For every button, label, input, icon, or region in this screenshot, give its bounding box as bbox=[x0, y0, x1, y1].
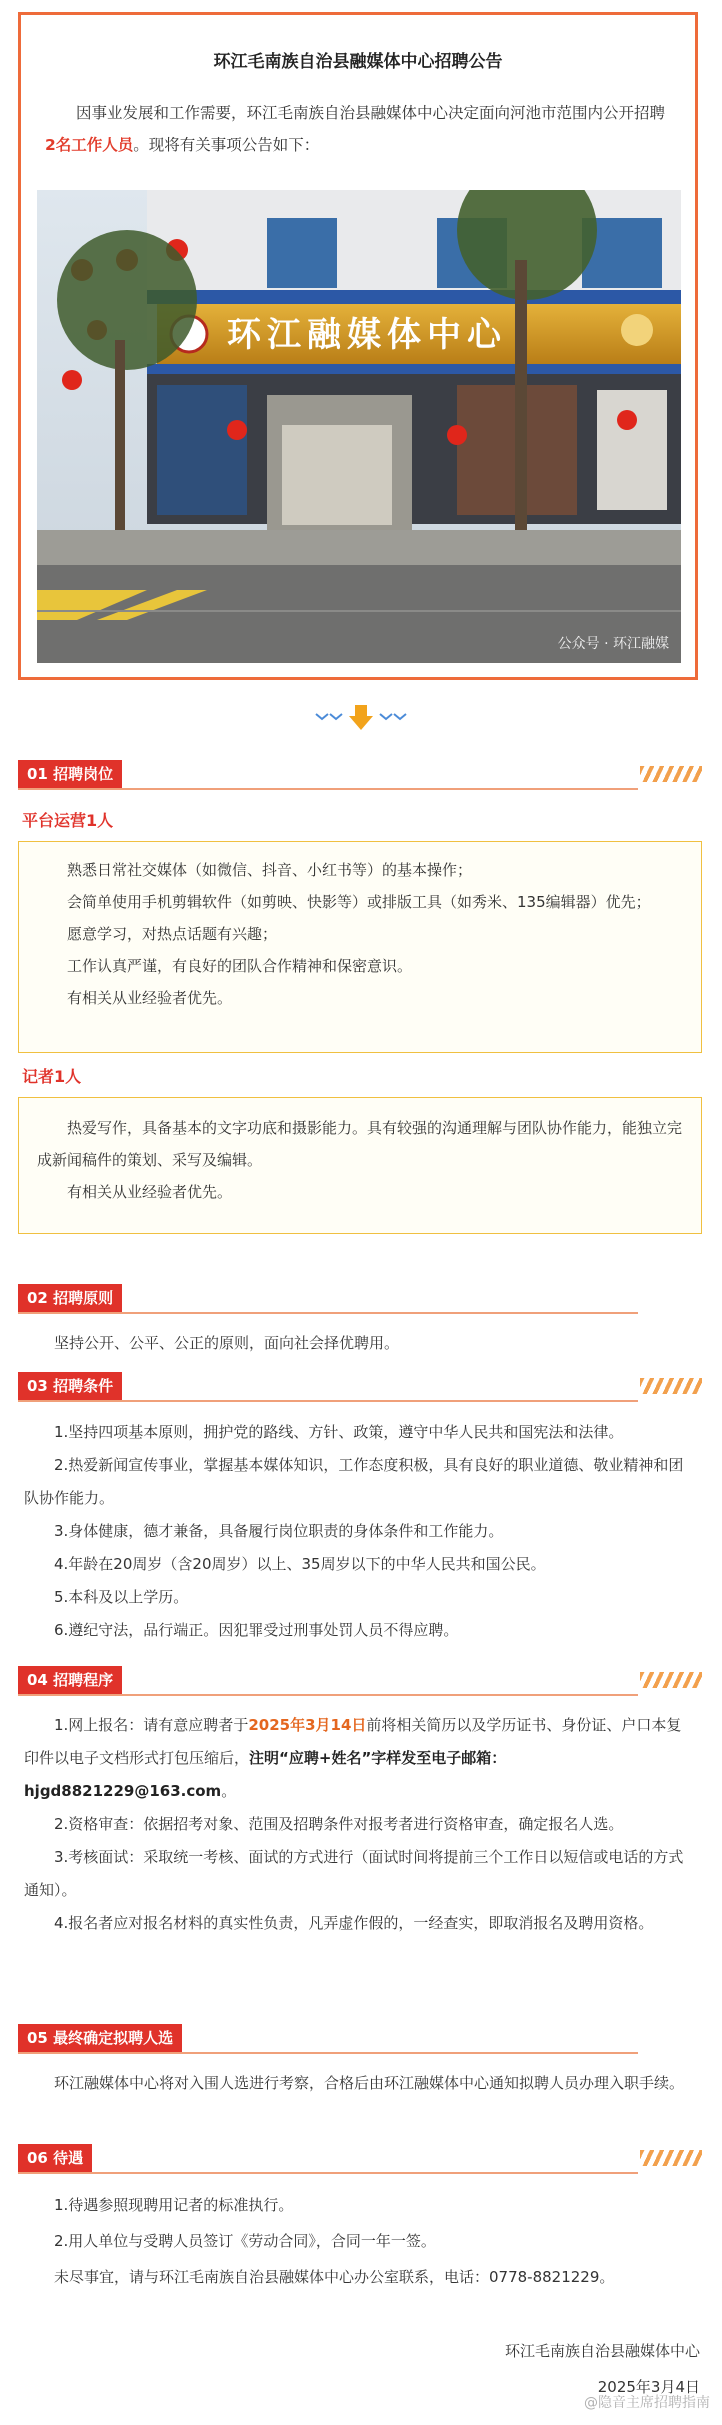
treatment-list bbox=[24, 2187, 694, 2295]
intro-text: 因事业发展和工作需要，环江毛南族自治县融媒体中心决定面向河池市范围内公开招聘 bbox=[76, 104, 666, 122]
condition-item: 5.本科及以上学历。 bbox=[54, 1588, 189, 1606]
principles-text bbox=[24, 1327, 694, 1360]
issue-date: 2025年3月4日 bbox=[597, 2378, 700, 2396]
section-header-conditions bbox=[18, 1372, 702, 1402]
requirement-item: 工作认真严谨，有良好的团队合作精神和保密意识。 bbox=[67, 957, 413, 975]
job-requirements-box-platform bbox=[18, 841, 702, 1053]
conditions-list bbox=[24, 1416, 694, 1647]
section-header-final-selection bbox=[18, 2024, 702, 2054]
stripe-decoration bbox=[640, 766, 702, 782]
condition-item: 1.坚持四项基本原则，拥护党的路线、方针、政策，遵守中华人民共和国宪法和法律。 bbox=[54, 1423, 624, 1441]
section-label: 02 招聘原则 bbox=[18, 1284, 122, 1312]
final-selection-paragraph: 环江融媒体中心将对入围人选进行考察，合格后由环江融媒体中心通知拟聘人员办理入职手续。 bbox=[54, 2074, 685, 2092]
down-arrow-icon bbox=[0, 702, 722, 734]
requirement-item: 有相关从业经验者优先。 bbox=[67, 989, 233, 1007]
procedure-item: 2.资格审查：依据招考对象、范围及招聘条件对报考者进行资格审查，确定报名人选。 bbox=[54, 1815, 624, 1833]
notice-header-card bbox=[18, 12, 698, 680]
section-header-treatment bbox=[18, 2144, 702, 2174]
section-divider bbox=[18, 1400, 638, 1402]
treatment-item: 2.用人单位与受聘人员签订《劳动合同》，合同一年一签。 bbox=[54, 2232, 436, 2250]
stripe-decoration bbox=[640, 2150, 702, 2166]
treatment-item: 1.待遇参照现聘用记者的标准执行。 bbox=[54, 2196, 294, 2214]
stripe-decoration bbox=[640, 1378, 702, 1394]
section-label: 05 最终确定拟聘人选 bbox=[18, 2024, 182, 2052]
section-label: 06 待遇 bbox=[18, 2144, 92, 2172]
procedure-text: 1.网上报名：请有意应聘者于 bbox=[54, 1716, 249, 1734]
section-label: 03 招聘条件 bbox=[18, 1372, 122, 1400]
requirement-item: 熟悉日常社交媒体（如微信、抖音、小红书等）的基本操作； bbox=[67, 861, 473, 879]
condition-item: 6.遵纪守法，品行端正。因犯罪受过刑事处罚人员不得应聘。 bbox=[54, 1621, 459, 1639]
stripe-decoration bbox=[640, 1672, 702, 1688]
email-instruction[interactable]: 注明“应聘+姓名”字样发至电子邮箱：hjgd8821229@163.com bbox=[24, 1749, 507, 1800]
building-sign-text: 环江融媒体中心 bbox=[227, 315, 507, 355]
intro-text-end: 。现将有关事项公告如下： bbox=[133, 136, 320, 154]
section-divider bbox=[18, 2052, 638, 2054]
section-divider bbox=[18, 1312, 638, 1314]
intro-paragraph bbox=[45, 97, 675, 161]
section-divider bbox=[18, 2172, 638, 2174]
final-selection-text bbox=[24, 2067, 694, 2100]
procedure-text: 前将相关简历以及学历证书、身份证、户口本复印件以电子文档形式打包压缩后， bbox=[24, 1716, 682, 1767]
procedure-item: 4.报名者应对报名材料的真实性负责，凡弄虚作假的，一经查实，即取消报名及聘用资格。 bbox=[54, 1914, 654, 1932]
requirement-item: 会简单使用手机剪辑软件（如剪映、快影等）或排版工具（如秀米、135编辑器）优先； bbox=[67, 893, 651, 911]
intro-highlight: 2名工作人员 bbox=[45, 136, 134, 154]
contact-info: 未尽事宜，请与环江毛南族自治县融媒体中心办公室联系，电话：0778-8821229。 bbox=[54, 2268, 615, 2286]
job-requirements-box-reporter bbox=[18, 1097, 702, 1234]
section-divider bbox=[18, 788, 638, 790]
section-label: 01 招聘岗位 bbox=[18, 760, 122, 788]
deadline-date: 2025年3月14日 bbox=[248, 1716, 367, 1734]
job-title-platform-operations: 平台运营1人 bbox=[22, 811, 114, 830]
photo-watermark: 公众号 · 环江融媒 bbox=[557, 636, 669, 652]
job-title-reporter: 记者1人 bbox=[22, 1067, 82, 1086]
issuing-organization: 环江毛南族自治县融媒体中心 bbox=[504, 2342, 700, 2360]
section-header-principles bbox=[18, 1284, 702, 1314]
procedure-list bbox=[24, 1709, 694, 1940]
principles-paragraph: 坚持公开、公平、公正的原则，面向社会择优聘用。 bbox=[54, 1334, 400, 1352]
requirement-item: 热爱写作，具备基本的文字功底和摄影能力。具有较强的沟通理解与团队协作能力，能独立完成新闻稿件的策划、采写及编辑。 bbox=[37, 1119, 683, 1169]
platform-watermark: @隐音主席招聘指南 bbox=[584, 2395, 710, 2411]
section-label: 04 招聘程序 bbox=[18, 1666, 122, 1694]
building-photo-illustration bbox=[37, 190, 681, 663]
building-photo bbox=[37, 190, 681, 663]
section-header-procedure bbox=[18, 1666, 702, 1696]
procedure-text-end: 。 bbox=[221, 1782, 237, 1800]
requirement-item: 愿意学习，对热点话题有兴趣； bbox=[67, 925, 278, 943]
requirement-item: 有相关从业经验者优先。 bbox=[67, 1183, 233, 1201]
condition-item: 4.年龄在20周岁（含20周岁）以上、35周岁以下的中华人民共和国公民。 bbox=[54, 1555, 546, 1573]
page-title: 环江毛南族自治县融媒体中心招聘公告 bbox=[213, 52, 503, 72]
section-divider bbox=[18, 1694, 638, 1696]
procedure-item: 3.考核面试：采取统一考核、面试的方式进行（面试时间将提前三个工作日以短信或电话的方式通知）。 bbox=[24, 1848, 684, 1899]
section-header-positions bbox=[18, 760, 702, 790]
procedure-item-online-registration bbox=[24, 1709, 694, 1808]
condition-item: 2.热爱新闻宣传事业，掌握基本媒体知识，工作态度积极，具有良好的职业道德、敬业精神和团队协作能力。 bbox=[24, 1456, 684, 1507]
condition-item: 3.身体健康，德才兼备，具备履行岗位职责的身体条件和工作能力。 bbox=[54, 1522, 504, 1540]
